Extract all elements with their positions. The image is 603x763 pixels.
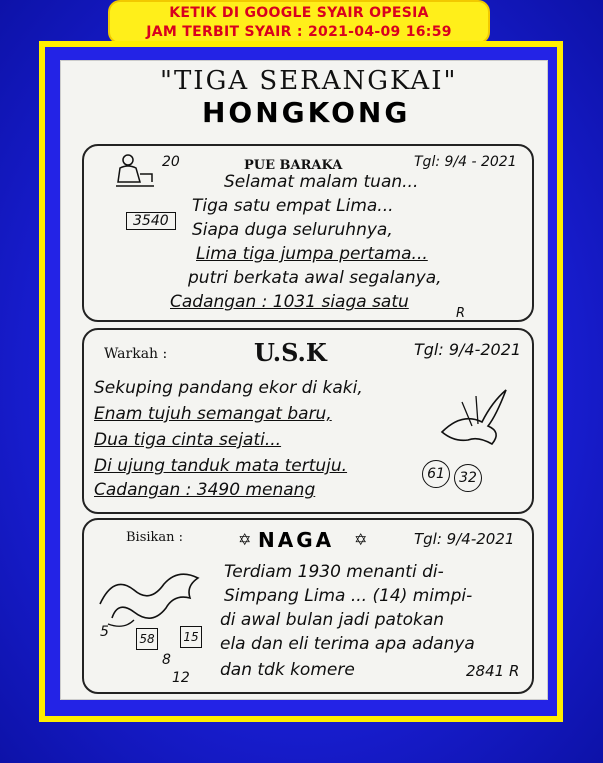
- section1-sign: R: [456, 306, 466, 321]
- section-naga: [82, 518, 534, 694]
- section2-line-3: Dua tiga cinta sejati...: [94, 430, 282, 450]
- star-icon-left: ✡: [238, 530, 252, 549]
- banner-line-2: JAM TERBIT SYAIR : 2021-04-09 16:59: [146, 24, 452, 40]
- section-pue-baraka: [82, 144, 534, 322]
- section2-line-2: Enam tujuh semangat baru,: [94, 404, 332, 424]
- section1-line-3: Siapa duga seluruhnya,: [192, 220, 393, 240]
- header-banner: [108, 0, 490, 44]
- banner-line-1: KETIK DI GOOGLE SYAIR OPESIA: [169, 5, 429, 21]
- document-subtitle: HONGKONG: [202, 96, 411, 129]
- section1-line-4: Lima tiga jumpa pertama...: [196, 244, 428, 264]
- section3-label: Bisikan :: [126, 530, 184, 545]
- section3-header: NAGA: [258, 528, 335, 552]
- bird-icon: [432, 382, 512, 452]
- section3-line-5: dan tdk komere: [220, 660, 355, 680]
- section1-header: PUE BARAKA: [244, 158, 343, 173]
- section1-line-6: Cadangan : 1031 siaga satu: [170, 292, 409, 312]
- circled-number-b: 32: [454, 464, 482, 492]
- section-usk: [82, 328, 534, 514]
- section1-date: Tgl: 9/4 - 2021: [414, 154, 517, 170]
- figure-number: 20: [162, 154, 180, 170]
- number-8: 8: [162, 652, 171, 668]
- document-title: "TIGA SERANGKAI": [160, 66, 458, 96]
- section1-line-2: Tiga satu empat Lima...: [192, 196, 394, 216]
- section2-date: Tgl: 9/4-2021: [414, 340, 522, 359]
- seated-figure-icon: [114, 152, 160, 192]
- circled-number-a: 61: [422, 460, 450, 488]
- section2-line-4: Di ujung tanduk mata tertuju.: [94, 456, 348, 476]
- boxed-number-15: 15: [180, 626, 202, 648]
- section3-line-6: 2841 R: [466, 662, 520, 680]
- section1-line-1: Selamat malam tuan...: [224, 172, 419, 192]
- box-number: 3540: [126, 212, 176, 230]
- dragon-icon: [94, 564, 206, 634]
- section3-line-3: di awal bulan jadi patokan: [220, 610, 445, 630]
- section3-date: Tgl: 9/4-2021: [414, 530, 515, 548]
- section2-line-1: Sekuping pandang ekor di kaki,: [94, 378, 363, 398]
- number-5: 5: [100, 624, 109, 640]
- star-icon-right: ✡: [354, 530, 368, 549]
- section3-line-1: Terdiam 1930 menanti di-: [224, 562, 444, 582]
- scanned-document: [60, 60, 548, 700]
- boxed-number-58: 58: [136, 628, 158, 650]
- number-12: 12: [172, 670, 190, 686]
- section2-line-5: Cadangan : 3490 menang: [94, 480, 316, 500]
- section1-line-5: putri berkata awal segalanya,: [188, 268, 442, 288]
- section3-line-2: Simpang Lima ... (14) mimpi-: [224, 586, 473, 606]
- section3-line-4: ela dan eli terima apa adanya: [220, 634, 475, 654]
- section2-header: U.S.K: [254, 338, 327, 367]
- section2-label: Warkah :: [104, 346, 168, 362]
